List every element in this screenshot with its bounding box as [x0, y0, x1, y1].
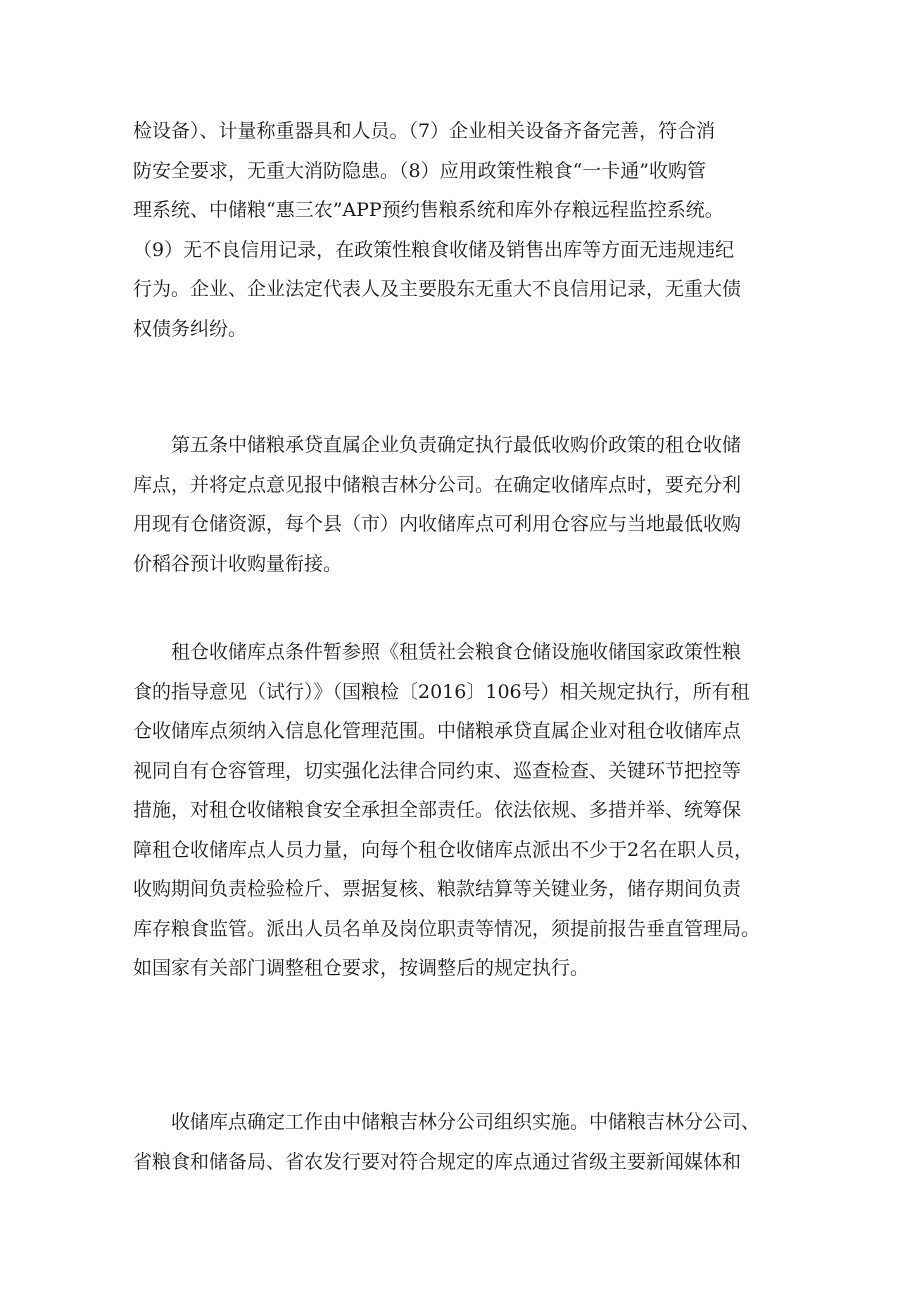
text-line: 权债务纠纷。: [133, 317, 248, 340]
text-line: 库存粮食监管。派出人员名单及岗位职责等情况，须提前报告垂直管理局。: [133, 917, 761, 940]
text-line: 防安全要求，无重大消防隐患。（8）应用政策性粮食“一卡通”收购管: [133, 159, 707, 182]
text-line: 收储库点确定工作由中储粮吉林分公司组织实施。中储粮吉林分公司、: [133, 1111, 761, 1133]
text-line: （9）无不良信用记录，在政策性粮食收储及销售出库等方面无违规违纪: [133, 238, 735, 261]
text-line: 库点，并将定点意见报中储粮吉林分公司。在确定收储库点时，要充分利: [133, 473, 742, 496]
text-line: 食的指导意见（试行）》（国粮检〔2016〕106号）相关规定执行，所有租: [133, 680, 750, 703]
paragraph-3: [133, 633, 793, 989]
text-line: 行为。企业、企业法定代表人及主要股东无重大不良信用记录，无重大债: [133, 278, 742, 300]
text-line: 理系统、中储粮“惠三农”APP预约售粮系统和库外存粮远程监控系统。: [133, 199, 724, 221]
text-line: 障租仓收储库点人员力量，向每个租仓收储库点派出不少于2名在职人员，: [133, 838, 754, 861]
text-line: 价稻谷预计收购量衔接。: [133, 552, 343, 575]
text-line: 收购期间负责检验检斤、票据复核、粮款结算等关键业务，储存期间负责: [133, 878, 742, 900]
text-line: 视同自有仓容管理，切实强化法律合同约束、巡查检查、关键环节把控等: [133, 759, 742, 782]
text-line: 第五条中储粮承贷直属企业负责确定执行最低收购价政策的租仓收储: [133, 434, 742, 456]
text-line: 如国家有关部门调整租仓要求，按调整后的规定执行。: [133, 957, 590, 979]
text-line: 措施，对租仓收储粮食安全承担全部责任。依法依规、多措并举、统筹保: [133, 799, 742, 821]
text-line: 省粮食和储备局、省农发行要对符合规定的库点通过省级主要新闻媒体和: [133, 1150, 742, 1173]
paragraph-4: [133, 1103, 793, 1182]
paragraph-1: [133, 112, 793, 349]
text-line: 租仓收储库点条件暂参照《租赁社会粮食仓储设施收储国家政策性粮: [133, 641, 742, 663]
text-line: 检设备）、计量称重器具和人员。（7）企业相关设备齐备完善，符合消: [133, 120, 716, 142]
text-line: 仓收储库点须纳入信息化管理范围。中储粮承贷直属企业对租仓收储库点: [133, 720, 742, 742]
paragraph-2: [133, 426, 793, 584]
text-line: 用现有仓储资源，每个县（市）内收储库点可利用仓容应与当地最低收购: [133, 513, 742, 535]
